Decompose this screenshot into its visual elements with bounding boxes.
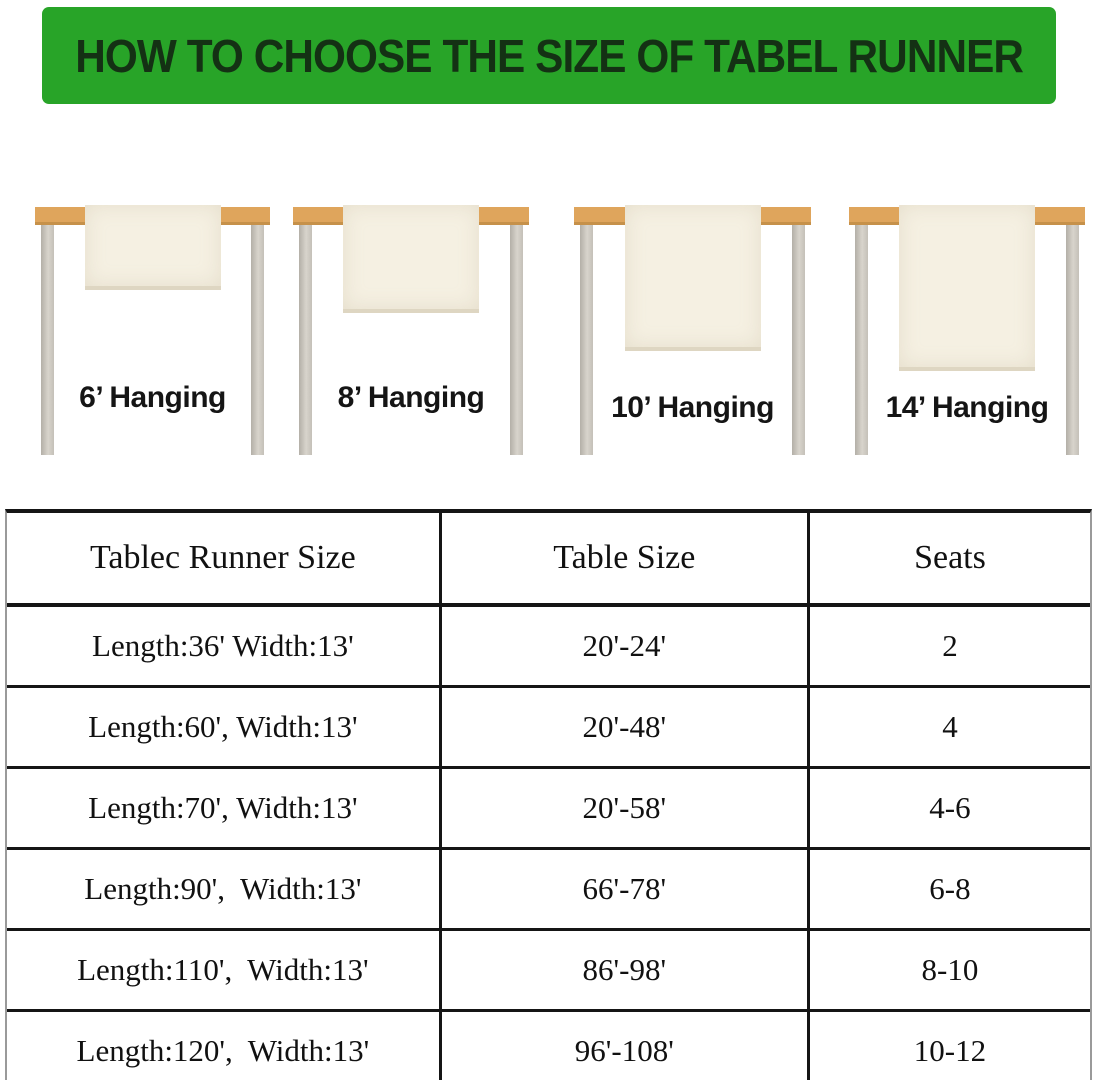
runner-drape <box>625 205 761 351</box>
column-header-table-size: Table Size <box>440 513 808 605</box>
runner-size-cell: Length:90', Width:13' <box>7 849 440 930</box>
size-chart-table <box>7 513 1090 1080</box>
runner-size-cell: Length:36' Width:13' <box>7 605 440 687</box>
table-size-cell: 20'-48' <box>440 687 808 768</box>
runner-size-cell: Length:110', Width:13' <box>7 930 440 1011</box>
size-chart-header-row <box>7 513 1090 605</box>
seats-cell: 2 <box>808 605 1090 687</box>
illustration-row <box>0 205 1097 465</box>
runner-size-cell: Length:60', Width:13' <box>7 687 440 768</box>
table-leg-right <box>251 225 264 455</box>
table-illustration-6ft <box>35 205 270 457</box>
page-title: HOW TO CHOOSE THE SIZE OF TABEL RUNNER <box>75 29 1023 82</box>
column-header-runner-size: Tablec Runner Size <box>7 513 440 605</box>
table-row <box>7 849 1090 930</box>
column-header-seats: Seats <box>808 513 1090 605</box>
table-leg-right <box>510 225 523 455</box>
table-size-cell: 96'-108' <box>440 1011 808 1080</box>
table-size-cell: 20'-24' <box>440 605 808 687</box>
seats-cell: 4-6 <box>808 768 1090 849</box>
hanging-label: 6’ Hanging <box>79 381 226 414</box>
runner-size-cell: Length:120', Width:13' <box>7 1011 440 1080</box>
size-chart <box>5 509 1092 1080</box>
table-row <box>7 605 1090 687</box>
table-illustration-10ft <box>574 205 811 457</box>
hanging-label: 14’ Hanging <box>885 391 1049 424</box>
table-illustration-8ft <box>293 205 529 457</box>
seats-cell: 4 <box>808 687 1090 768</box>
runner-drape <box>343 205 479 313</box>
seats-cell: 10-12 <box>808 1011 1090 1080</box>
runner-drape <box>899 205 1035 371</box>
header-banner <box>42 7 1056 104</box>
table-row <box>7 768 1090 849</box>
hanging-label: 8’ Hanging <box>337 381 485 414</box>
table-size-cell: 66'-78' <box>440 849 808 930</box>
table-row <box>7 687 1090 768</box>
seats-cell: 8-10 <box>808 930 1090 1011</box>
table-illustration-14ft <box>849 205 1085 457</box>
table-row <box>7 1011 1090 1080</box>
hanging-label: 10’ Hanging <box>611 391 774 424</box>
runner-size-cell: Length:70', Width:13' <box>7 768 440 849</box>
table-size-cell: 20'-58' <box>440 768 808 849</box>
table-row <box>7 930 1090 1011</box>
table-size-cell: 86'-98' <box>440 930 808 1011</box>
table-leg-left <box>299 225 312 455</box>
table-leg-left <box>41 225 54 455</box>
runner-drape <box>85 205 221 290</box>
seats-cell: 6-8 <box>808 849 1090 930</box>
